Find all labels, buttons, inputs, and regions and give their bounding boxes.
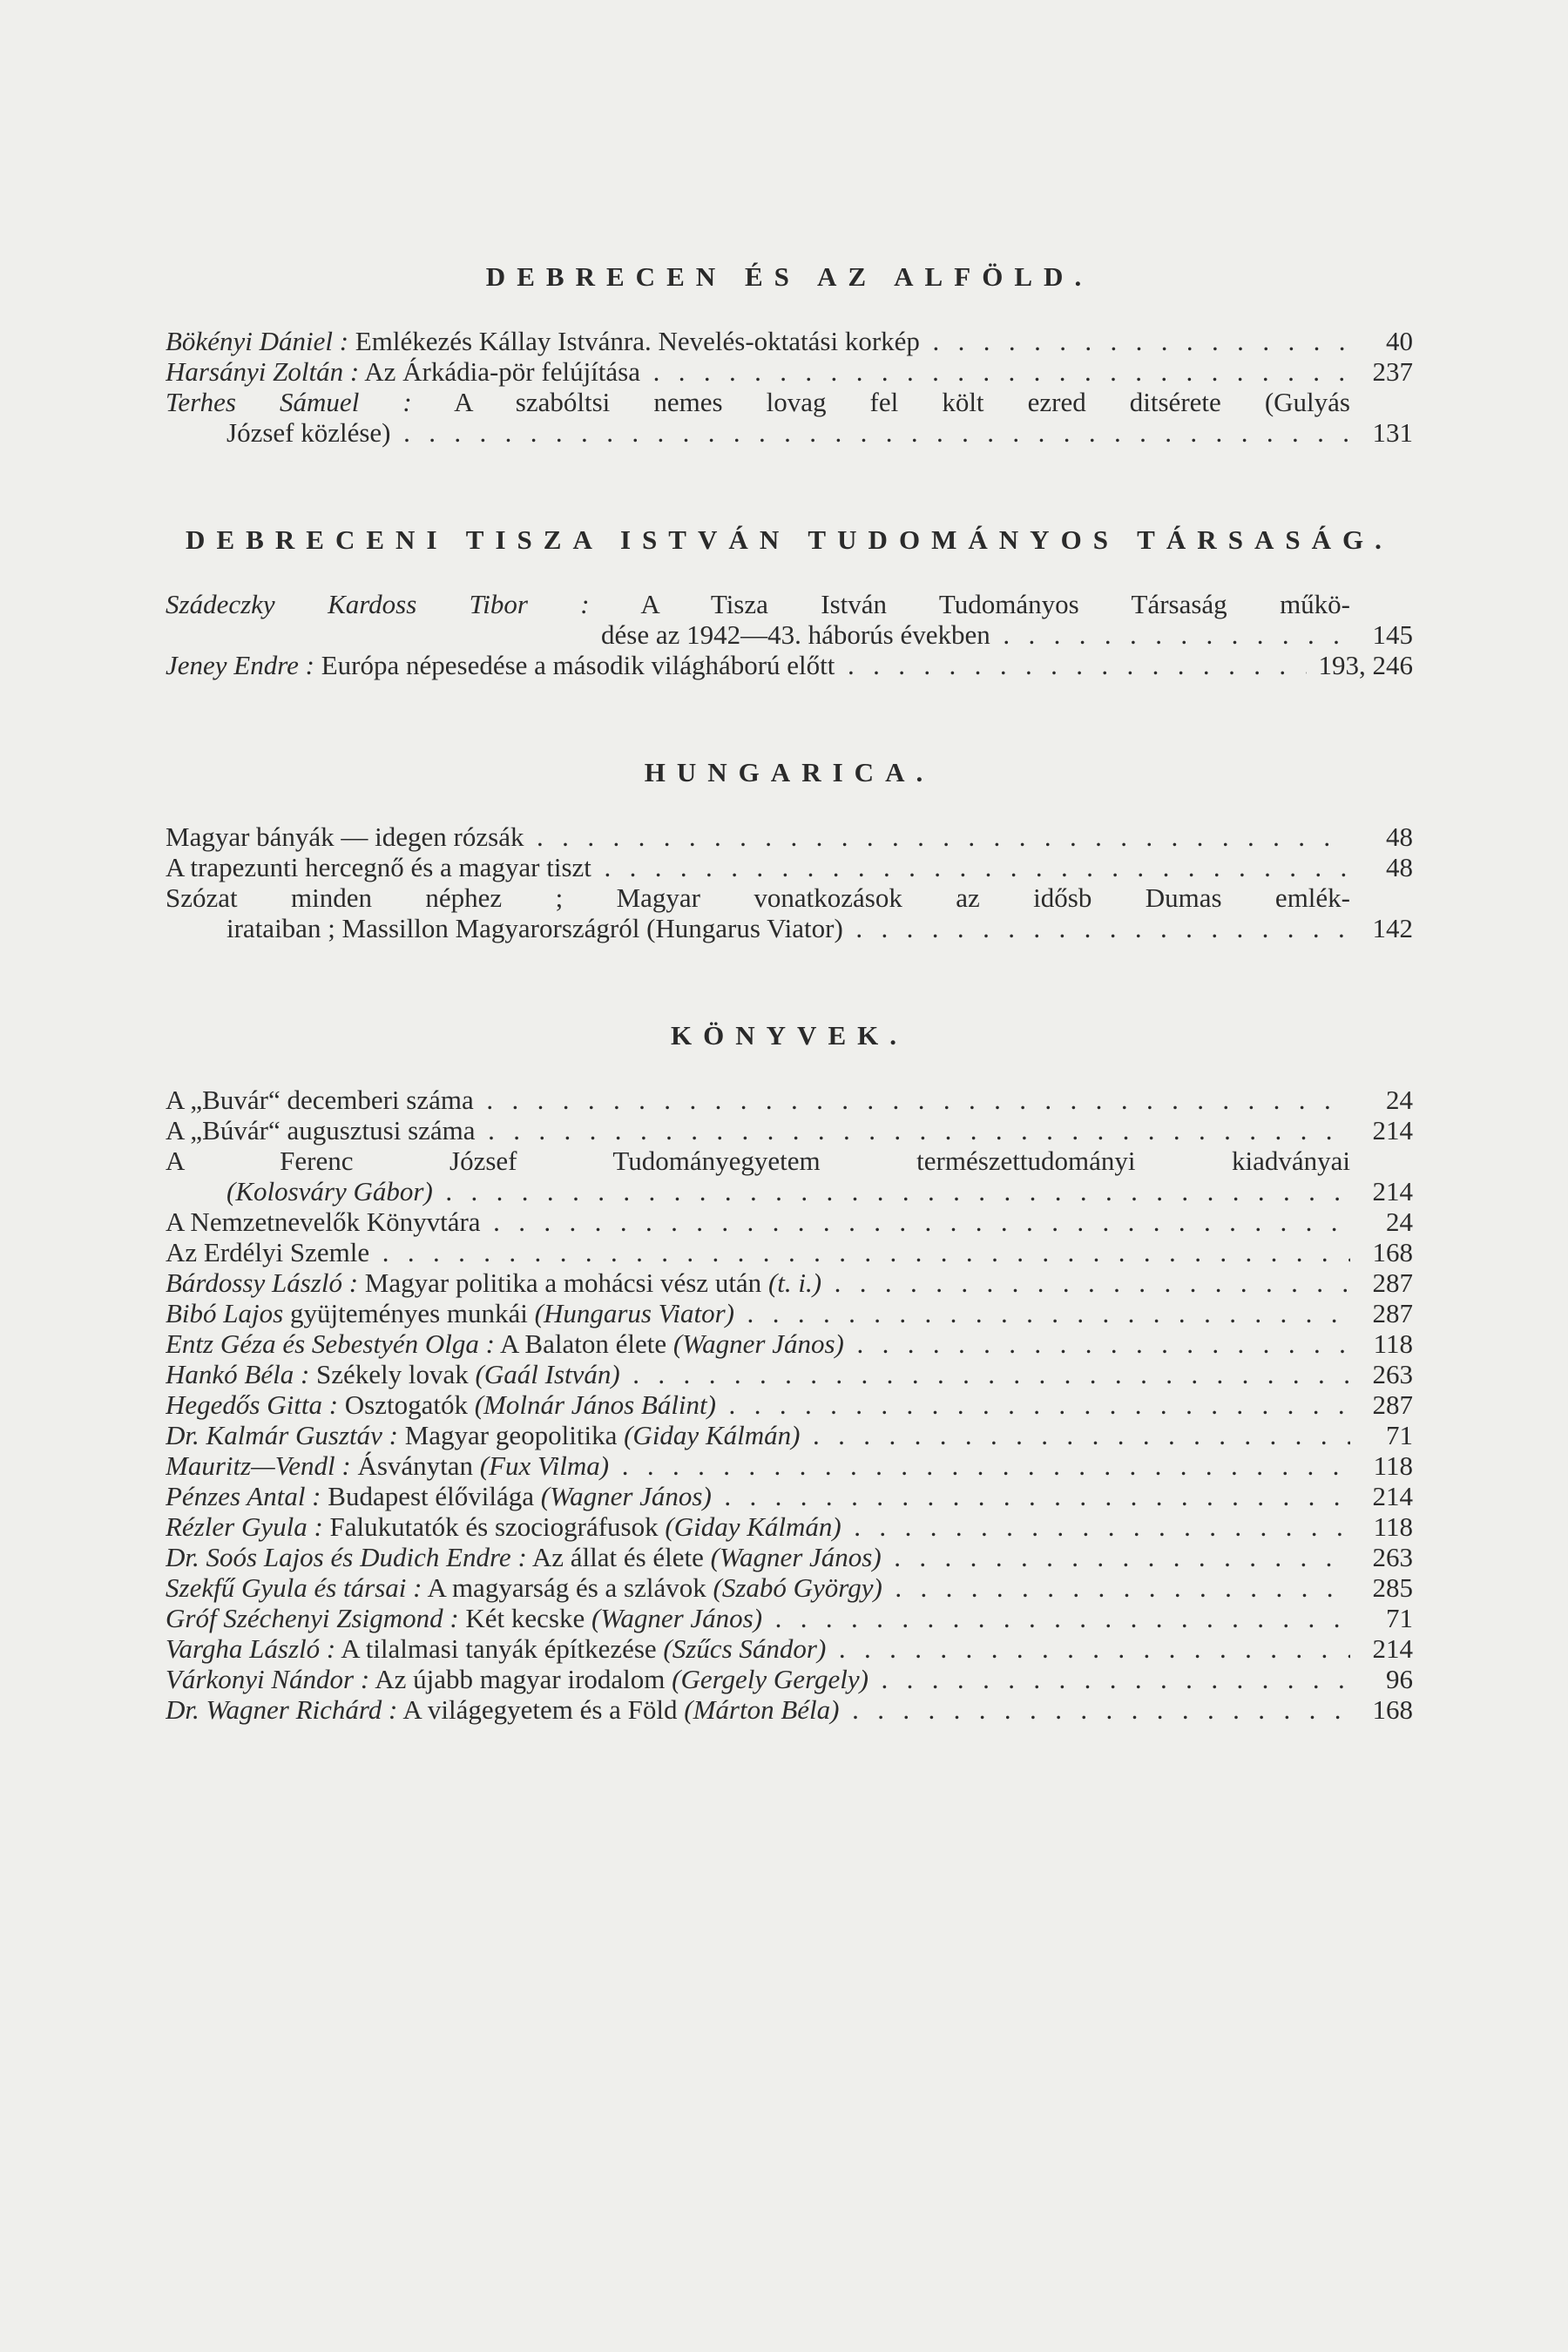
section-heading: DEBRECENI TISZA ISTVÁN TUDOMÁNYOS TÁRSASÁG. [186,524,1393,555]
page-number: 118 [1373,1450,1413,1481]
entry-reviewer: (Giday Kálmán) [624,1420,801,1450]
entry-reviewer: (t. i.) [767,1267,822,1298]
entry-title: Székely lovak [316,1359,469,1389]
page-number: 71 [1386,1420,1413,1450]
page-number: 40 [1386,326,1413,356]
entry-title: Emlékezés Kállay Istvánra. Nevelés-oktatási korkép [355,326,920,356]
entry-title: Az állat és élete [531,1542,704,1572]
entry-title: A „Buvár“ decemberi száma [166,1085,474,1115]
page-number: 214 [1372,1633,1413,1664]
page-number: 214 [1372,1176,1413,1206]
entry-title: A Nemzetnevelők Könyvtára [166,1206,481,1237]
page-number: 24 [1386,1085,1413,1115]
entry-author: Entz Géza és Sebestyén Olga : [166,1328,495,1359]
entry-title: Falukutatók és szociográfusok [329,1511,659,1542]
entry-author: Bökényi Dániel : [166,326,349,356]
entry-list [166,1085,1413,1725]
entry-reviewer: (Kolosváry Gábor) [226,1176,433,1206]
entry-reviewer: (Fux Vilma) [479,1450,610,1481]
list-item [166,1542,1413,1572]
page-number: 263 [1372,1359,1413,1389]
entry-title: A trapezunti hercegnő és a magyar tiszt [166,852,591,882]
entry-reviewer: (Molnár János Bálint) [474,1389,716,1420]
page-number: 287 [1372,1267,1413,1298]
list-item [166,1511,1413,1542]
list-item [166,326,1413,356]
entry-title: Európa népesedése a második világháború előtt [321,650,835,680]
page-number: 287 [1372,1298,1413,1328]
entry-title: A világegyetem és a Föld [402,1694,678,1725]
list-item [166,821,1413,852]
entry-author: Terhes Sámuel : [166,387,412,417]
entry-author: Szádeczky Kardoss Tibor : [166,589,590,619]
section-heading: HUNGARICA. [644,757,935,787]
list-item [166,1115,1413,1146]
entry-list [166,326,1413,448]
entry-author: Várkonyi Nándor : [166,1664,370,1694]
entry-title: Szózat minden néphez ; Magyar vonatkozások az idősb Dumas emlék- [166,882,1350,913]
entry-list [166,589,1413,680]
entry-title: Az Erdélyi Szemle [166,1237,370,1267]
entry-title: Osztogatók [344,1389,468,1420]
entry-reviewer: (Szabó György) [713,1572,882,1603]
list-item [166,852,1413,882]
list-item [166,1694,1413,1725]
entry-author: Hegedős Gitta : [166,1389,339,1420]
page-number: 96 [1386,1664,1413,1694]
entry-author: Dr. Kalmár Gusztáv : [166,1420,398,1450]
page-number: 48 [1386,821,1413,852]
entry-title: Az újabb magyar irodalom [375,1664,666,1694]
entry-title: gyüjteményes munkái [289,1298,528,1328]
entry-title: Magyar geopolitika [404,1420,618,1450]
entry-title: A Tisza István Tudományos Társaság műkö- [640,589,1350,619]
page-number: 193, 246 [1318,650,1413,680]
entry-reviewer: (Gergely Gergely) [672,1664,868,1694]
list-item [166,356,1413,387]
page-number: 287 [1372,1389,1413,1420]
entry-author: Harsányi Zoltán : [166,356,360,387]
entry-title-continued: dése az 1942—43. háborús években [601,619,990,650]
entry-title: A szabóltsi nemes lovag fel költ ezred ditsérete (Gulyás [454,387,1350,417]
list-item [166,1633,1413,1664]
page-number: 263 [1372,1542,1413,1572]
entry-author: Jeney Endre : [166,650,314,680]
entry-author: Pénzes Antal : [166,1481,321,1511]
list-item [166,650,1413,680]
entry-reviewer: (Wagner János) [540,1481,712,1511]
entry-title: A tilalmasi tanyák építkezése [341,1633,657,1664]
page-number: 285 [1372,1572,1413,1603]
entry-reviewer: (Wagner János) [710,1542,882,1572]
page-number: 131 [1372,417,1413,448]
list-item [166,1206,1413,1237]
page-number: 71 [1386,1603,1413,1633]
list-item [166,1085,1413,1115]
list-item [166,589,1413,650]
entry-title: Az Árkádia-pör felújítása [364,356,640,387]
list-item [166,1420,1413,1450]
list-item [166,1450,1413,1481]
entry-reviewer: (Wagner János) [591,1603,763,1633]
page-number: 118 [1373,1328,1413,1359]
entry-author: Vargha László : [166,1633,336,1664]
entry-title: Magyar bányák — idegen rózsák [166,821,524,852]
list-item [166,1146,1413,1206]
list-item [166,1267,1413,1298]
section-konyvek [166,1020,1413,1725]
list-item [166,1328,1413,1359]
page-number: 214 [1372,1481,1413,1511]
entry-reviewer: (Szűcs Sándor) [663,1633,827,1664]
page-number: 168 [1372,1694,1413,1725]
list-item [166,1664,1413,1694]
entry-title: A „Búvár“ augusztusi száma [166,1115,476,1146]
page-number: 24 [1386,1206,1413,1237]
entry-author: Mauritz—Vendl : [166,1450,351,1481]
section-tisza-istvan-tarsasag [166,524,1413,680]
entry-title: Magyar politika a mohácsi vész után [364,1267,762,1298]
entry-author: Szekfű Gyula és társai : [166,1572,422,1603]
page-number: 48 [1386,852,1413,882]
section-hungarica [166,757,1413,943]
entry-author: Gróf Széchenyi Zsigmond : [166,1603,459,1633]
list-item [166,1237,1413,1267]
entry-title: A magyarság és a szlávok [427,1572,706,1603]
entry-title: A Balaton élete [499,1328,667,1359]
entry-author: Hankó Béla : [166,1359,310,1389]
table-of-contents [166,261,1413,1801]
entry-list [166,821,1413,943]
page-number: 118 [1373,1511,1413,1542]
entry-title: Ásványtan [357,1450,474,1481]
entry-reviewer: (Giday Kálmán) [665,1511,841,1542]
entry-title-continued: József közlése) [226,417,391,448]
entry-author: Dr. Soós Lajos és Dudich Endre : [166,1542,527,1572]
section-debrecen-es-az-alfold [166,261,1413,448]
list-item [166,882,1413,943]
entry-title: A Ferenc József Tudományegyetem természettudományi kiadványai [166,1146,1350,1176]
page-number: 142 [1372,913,1413,943]
list-item [166,1298,1413,1328]
entry-title: Budapest élővilága [328,1481,535,1511]
entry-title-continued: irataiban ; Massillon Magyarországról (Hungarus Viator) [226,913,843,943]
section-heading: DEBRECEN ÉS AZ ALFÖLD. [485,261,1093,292]
entry-author: Rézler Gyula : [166,1511,323,1542]
entry-author: Bibó Lajos [166,1298,284,1328]
entry-reviewer: (Gaál István) [475,1359,620,1389]
page-number: 214 [1372,1115,1413,1146]
entry-author: Dr. Wagner Richárd : [166,1694,398,1725]
entry-reviewer: (Hungarus Viator) [534,1298,734,1328]
section-heading: KÖNYVEK. [670,1020,909,1051]
page-number: 145 [1372,619,1413,650]
entry-reviewer: (Wagner János) [672,1328,844,1359]
list-item [166,1359,1413,1389]
list-item [166,1389,1413,1420]
list-item [166,1603,1413,1633]
page-number: 168 [1372,1237,1413,1267]
entry-author: Bárdossy László : [166,1267,359,1298]
list-item [166,1481,1413,1511]
page-number: 237 [1372,356,1413,387]
entry-title: Két kecske [465,1603,585,1633]
list-item [166,1572,1413,1603]
entry-reviewer: (Márton Béla) [684,1694,840,1725]
list-item [166,387,1413,448]
